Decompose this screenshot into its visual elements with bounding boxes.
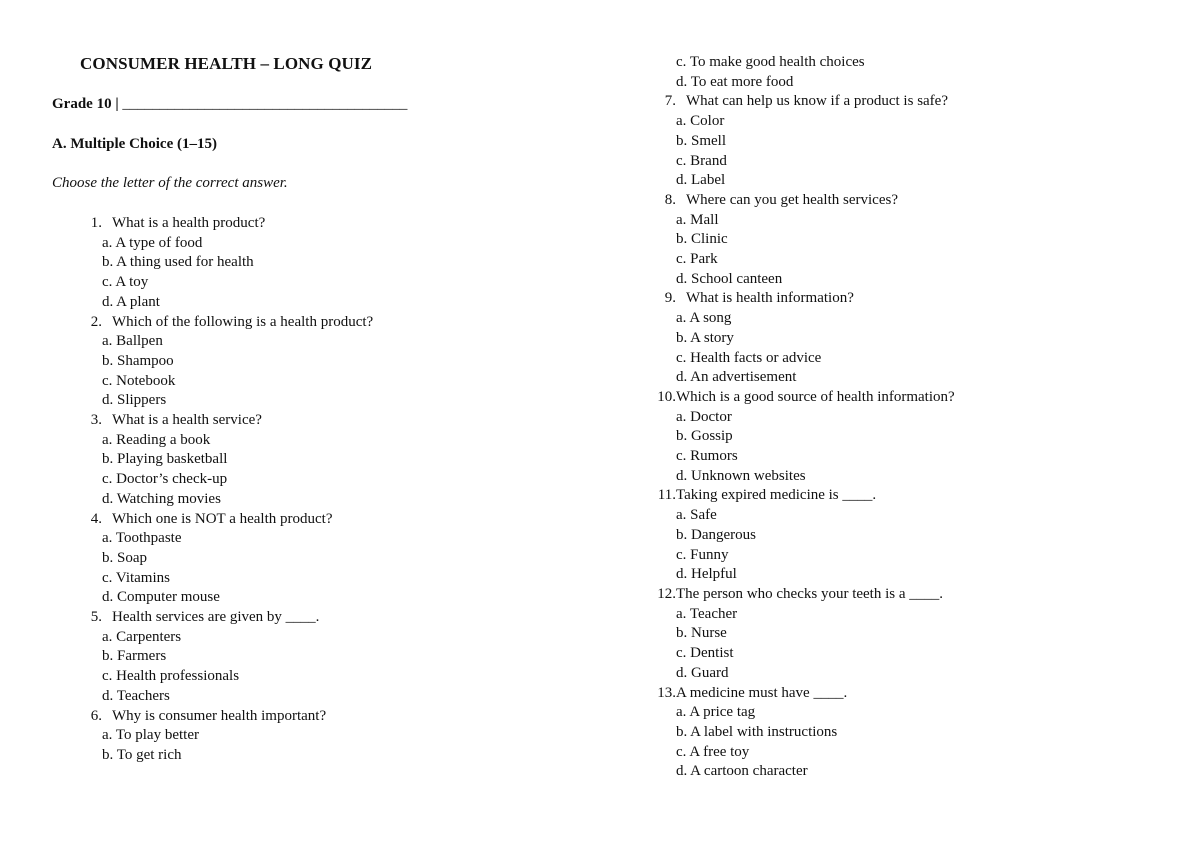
question-5: 5. Health services are given by ____. bbox=[90, 609, 320, 626]
option-13a: a. A price tag bbox=[676, 704, 756, 721]
option-3c: c. Doctor’s check-up bbox=[102, 471, 228, 488]
option-8c: c. Park bbox=[676, 251, 718, 268]
option-3b: b. Playing basketball bbox=[102, 451, 228, 468]
option-6c: c. To make good health choices bbox=[676, 54, 865, 70]
option-2c: c. Notebook bbox=[102, 372, 176, 389]
option-13b: b. A label with instructions bbox=[676, 723, 838, 740]
question-9: 9. What is health information? bbox=[664, 290, 854, 307]
option-2a: a. Ballpen bbox=[102, 333, 163, 350]
left-column bbox=[52, 214, 572, 766]
option-10c: c. Rumors bbox=[676, 448, 738, 465]
option-7b: b. Smell bbox=[676, 132, 727, 149]
option-5d: d. Teachers bbox=[102, 687, 170, 704]
option-13c: c. A free toy bbox=[676, 743, 750, 760]
option-1c: c. A toy bbox=[102, 274, 149, 291]
option-12a: a. Teacher bbox=[676, 605, 738, 622]
question-1: 1. What is a health product? bbox=[90, 215, 266, 231]
option-5c: c. Health professionals bbox=[102, 668, 240, 685]
grade-line bbox=[52, 96, 407, 113]
option-4d: d. Computer mouse bbox=[102, 589, 220, 606]
section-title: A. Multiple Choice (1–15) bbox=[52, 136, 217, 152]
question-3: 3. What is a health service? bbox=[90, 412, 262, 429]
option-4c: c. Vitamins bbox=[102, 569, 170, 586]
question-11: 11.Taking expired medicine is ____. bbox=[657, 487, 877, 504]
question-4: 4. Which one is NOT a health product? bbox=[90, 510, 333, 527]
option-1a: a. A type of food bbox=[102, 234, 203, 251]
question-10: 10.Which is a good source of health information? bbox=[657, 388, 955, 405]
option-9a: a. A song bbox=[676, 310, 732, 327]
quiz-title: CONSUMER HEALTH – LONG QUIZ bbox=[80, 54, 373, 73]
option-1b: b. A thing used for health bbox=[102, 254, 254, 271]
option-12c: c. Dentist bbox=[676, 645, 734, 662]
option-10a: a. Doctor bbox=[676, 408, 732, 425]
right-column bbox=[626, 53, 1146, 782]
option-4b: b. Soap bbox=[102, 549, 147, 566]
question-7: 7. What can help us know if a product is safe? bbox=[664, 93, 948, 110]
option-4a: a. Toothpaste bbox=[102, 530, 182, 547]
option-11b: b. Dangerous bbox=[676, 526, 756, 543]
option-2b: b. Shampoo bbox=[102, 352, 174, 369]
option-8b: b. Clinic bbox=[676, 231, 728, 248]
name-blank: ______________________________________ bbox=[118, 96, 408, 112]
option-3d: d. Watching movies bbox=[102, 490, 221, 507]
question-8: 8. Where can you get health services? bbox=[664, 191, 898, 208]
question-12: 12.The person who checks your teeth is a ____. bbox=[657, 585, 944, 602]
option-5b: b. Farmers bbox=[102, 648, 167, 665]
option-1d: d. A plant bbox=[102, 293, 160, 310]
option-11d: d. Helpful bbox=[676, 566, 737, 583]
option-5a: a. Carpenters bbox=[102, 628, 182, 645]
option-8d: d. School canteen bbox=[676, 270, 783, 287]
option-7a: a. Color bbox=[676, 113, 725, 130]
instruction-text: Choose the letter of the correct answer. bbox=[52, 175, 288, 191]
option-6d: d. To eat more food bbox=[676, 73, 794, 90]
option-10d: d. Unknown websites bbox=[676, 467, 806, 484]
question-2: 2. Which of the following is a health product? bbox=[90, 313, 374, 330]
option-2d: d. Slippers bbox=[102, 392, 167, 409]
question-13: 13.A medicine must have ____. bbox=[657, 684, 848, 701]
option-10b: b. Gossip bbox=[676, 428, 733, 445]
grade-label: Grade 10 | bbox=[52, 96, 119, 112]
option-8a: a. Mall bbox=[676, 211, 719, 228]
option-11c: c. Funny bbox=[676, 546, 729, 563]
option-13d: d. A cartoon character bbox=[676, 763, 808, 780]
option-9c: c. Health facts or advice bbox=[676, 349, 822, 366]
question-6: 6. Why is consumer health important? bbox=[90, 707, 327, 724]
option-12b: b. Nurse bbox=[676, 625, 727, 642]
option-9d: d. An advertisement bbox=[676, 369, 797, 386]
option-6b: b. To get rich bbox=[102, 746, 182, 763]
option-3a: a. Reading a book bbox=[102, 431, 211, 448]
option-7d: d. Label bbox=[676, 172, 726, 189]
option-7c: c. Brand bbox=[676, 152, 727, 169]
option-9b: b. A story bbox=[676, 329, 734, 346]
option-12d: d. Guard bbox=[676, 664, 729, 681]
option-11a: a. Safe bbox=[676, 507, 717, 524]
option-6a: a. To play better bbox=[102, 727, 199, 744]
